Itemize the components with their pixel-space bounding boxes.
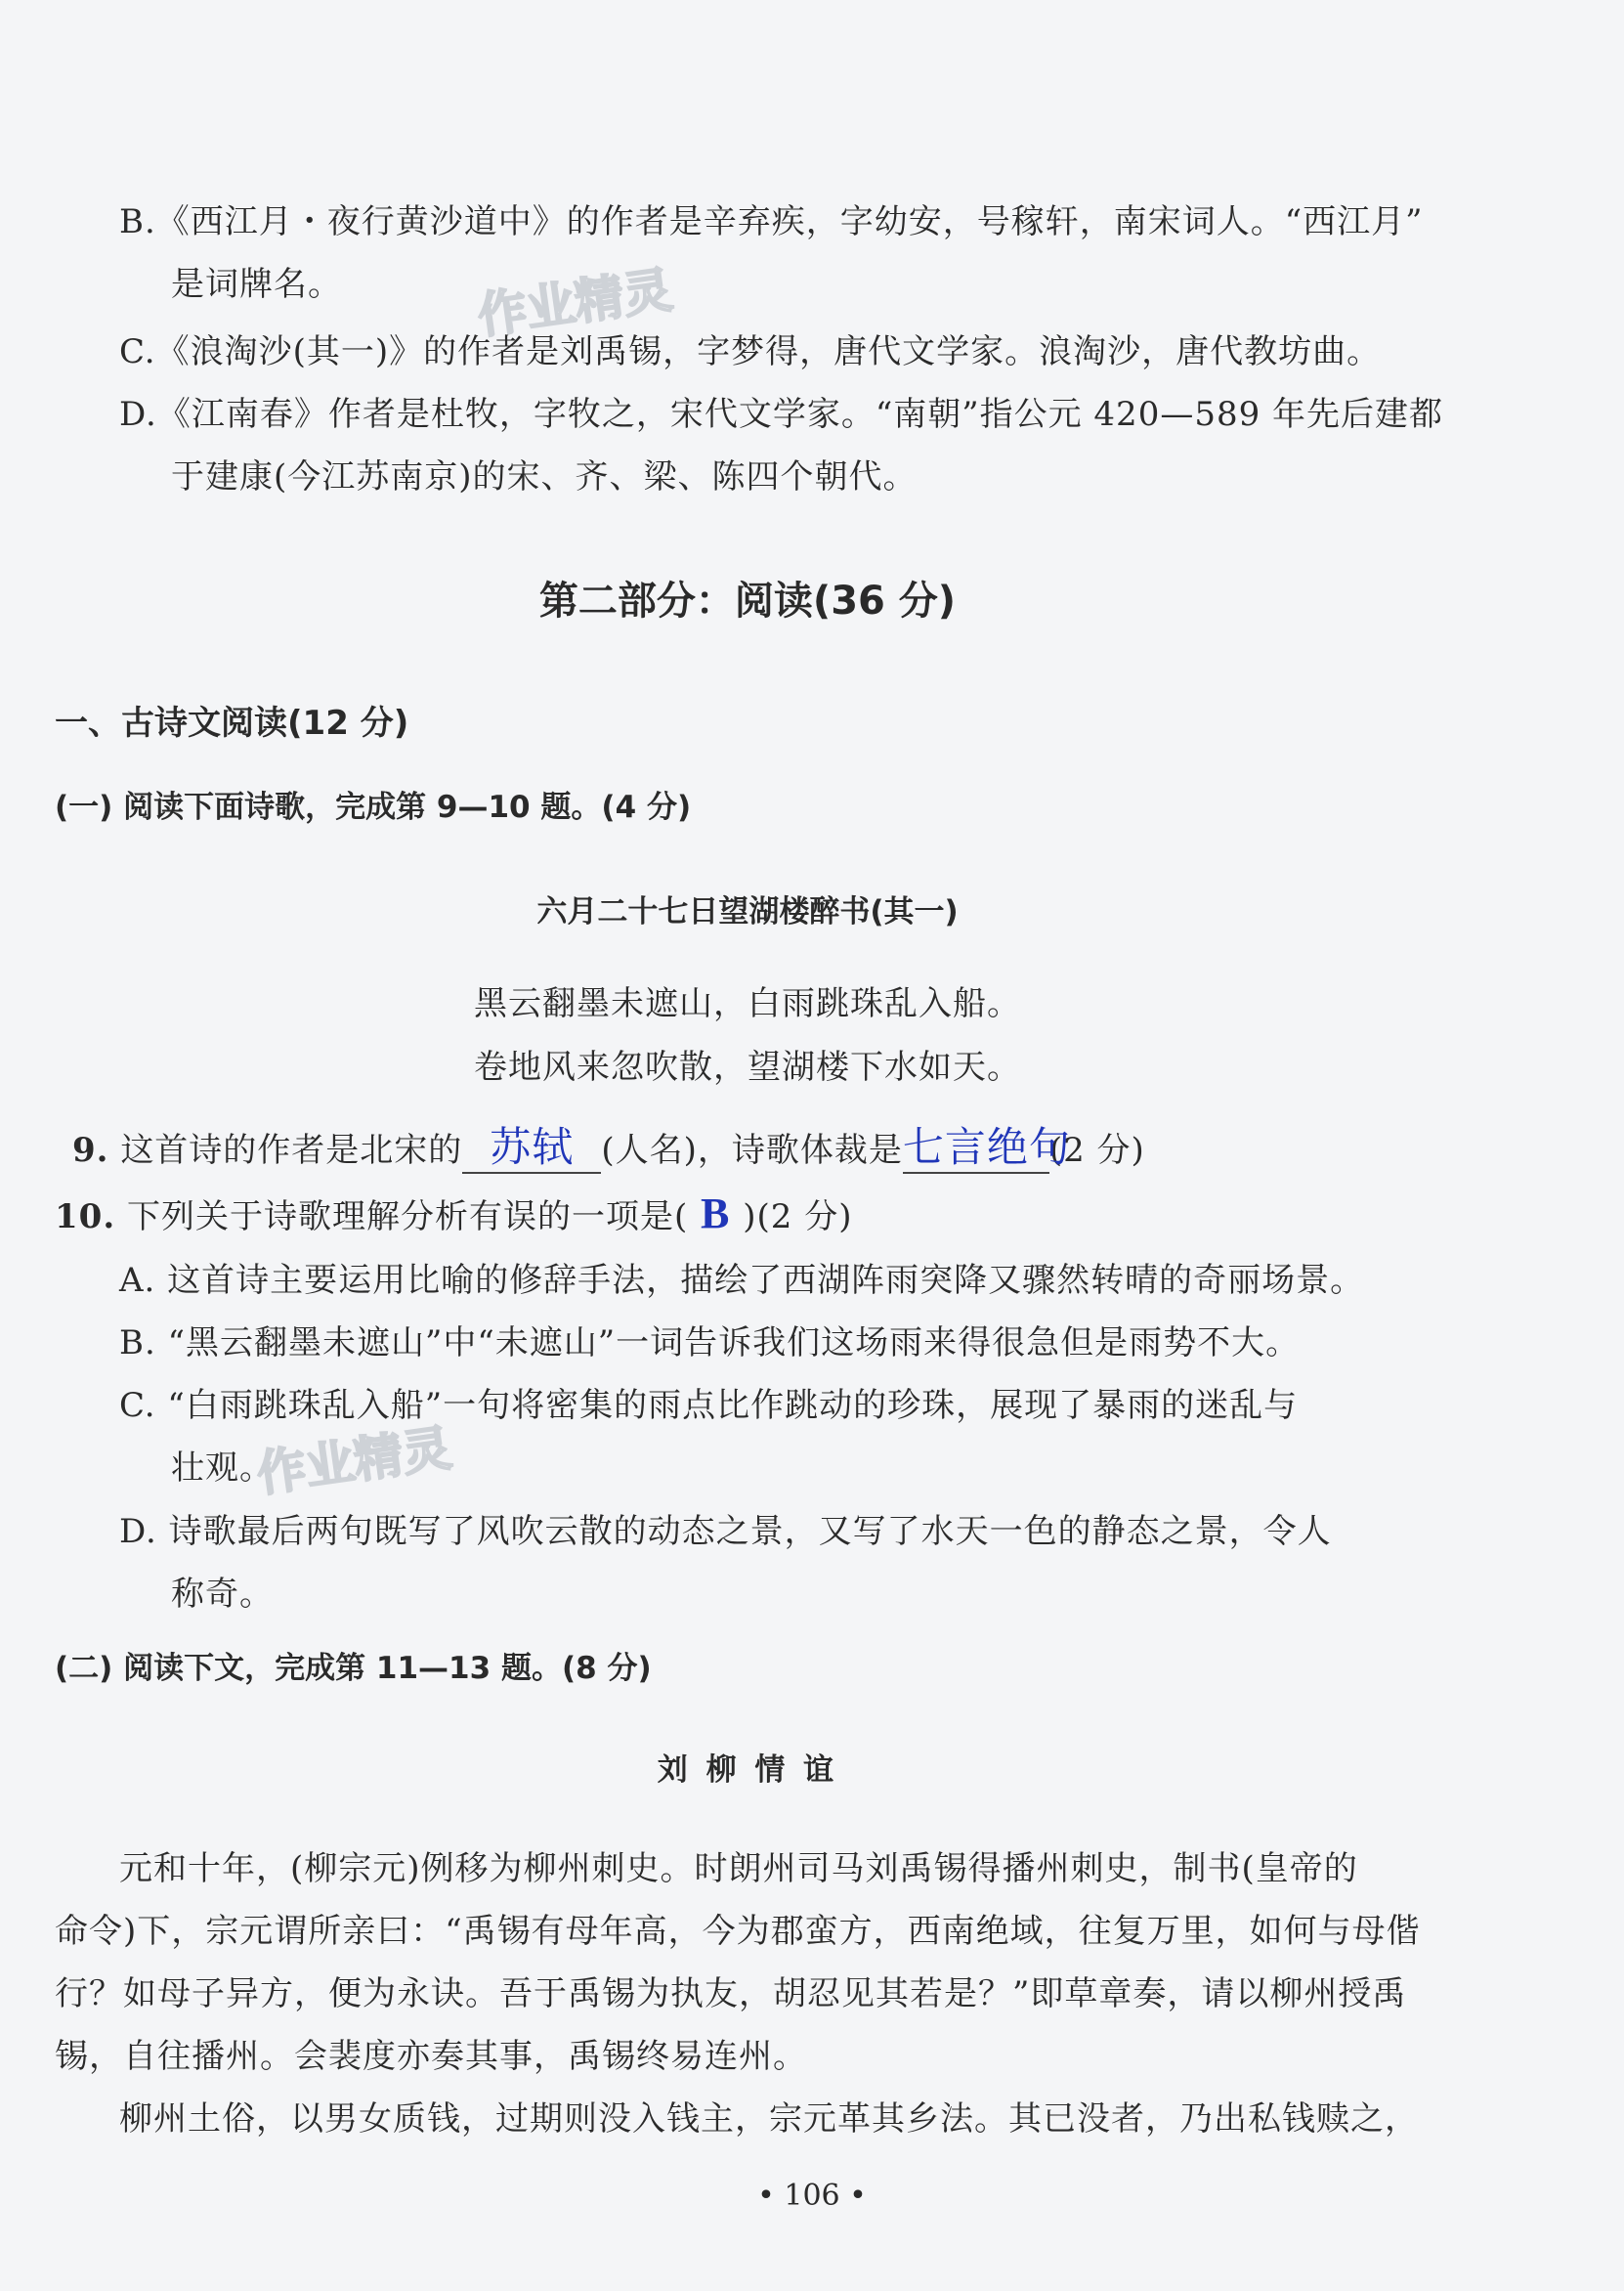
passage-title: 刘 柳 情 谊 xyxy=(657,1752,838,1788)
subsection-title-2: (二) 阅读下文，完成第 11—13 题。(8 分) xyxy=(55,1651,652,1686)
q10-option-d-line1: D. 诗歌最后两句既写了风吹云散的动态之景，又写了水天一色的静态之景，令人 xyxy=(119,1512,1332,1551)
q10-option-b: B. “黑云翻墨未遮山”中“未遮山”一词告诉我们这场雨来得很急但是雨势不大。 xyxy=(119,1323,1301,1362)
passage-p2-line1: 柳州土俗，以男女质钱，过期则没入钱主，宗元革其乡法。其已没者，乃出私钱赎之， xyxy=(119,2099,1419,2139)
question-9-text-b: (人名)，诗歌体裁是 xyxy=(601,1131,903,1170)
watermark-logo: 作业精灵 xyxy=(253,1419,455,1503)
passage-p1-line3: 行？如母子异方，便为永诀。吾于禹锡为执友，胡忍见其若是？”即草章奏，请以柳州授禹 xyxy=(55,1974,1407,2013)
option-c: C.《浪淘沙(其一)》的作者是刘禹锡，字梦得，唐代文学家。浪淘沙，唐代教坊曲。 xyxy=(119,332,1382,371)
q10-option-a: A. 这首诗主要运用比喻的修辞手法，描绘了西湖阵雨突降又骤然转晴的奇丽场景。 xyxy=(119,1261,1365,1300)
question-9-text-c: (2 分) xyxy=(1048,1131,1145,1170)
handwritten-choice-answer: B xyxy=(701,1189,731,1237)
question-10 xyxy=(55,1189,853,1238)
poem-title: 六月二十七日望湖楼醉书(其一) xyxy=(536,894,959,929)
question-10-number: 10. xyxy=(55,1197,116,1236)
option-d-line1: D.《江南春》作者是杜牧，字牧之，宋代文学家。“南朝”指公元 420—589 年先后建都 xyxy=(119,395,1444,434)
answer-blank-genre[interactable] xyxy=(902,1124,1071,1174)
poem-line-2: 卷地风来忽吹散，望湖楼下水如天。 xyxy=(474,1048,1021,1087)
answer-blank-author[interactable] xyxy=(462,1124,601,1174)
option-b-line1: B.《西江月・夜行黄沙道中》的作者是辛弃疾，字幼安，号稼轩，南宋词人。“西江月” xyxy=(119,202,1424,241)
poem-line-1: 黑云翻墨未遮山，白雨跳珠乱入船。 xyxy=(474,984,1021,1023)
question-9-number: 9. xyxy=(72,1131,109,1170)
question-9 xyxy=(72,1124,1145,1174)
option-d-line2: 于建康(今江苏南京)的宋、齐、梁、陈四个朝代。 xyxy=(171,457,918,497)
q10-option-d-line2: 称奇。 xyxy=(171,1575,274,1614)
q10-option-c-line2: 壮观。 xyxy=(171,1448,274,1488)
option-b-line2: 是词牌名。 xyxy=(171,265,342,304)
watermark-logo: 作业精灵 xyxy=(474,261,676,345)
passage-p1-line2: 命令)下，宗元谓所亲曰：“禹锡有母年高，今为郡蛮方，西南绝域，往复万里，如何与母偕 xyxy=(55,1912,1421,1951)
question-9-text-a: 这首诗的作者是北宋的 xyxy=(120,1131,463,1170)
part-title: 第二部分：阅读(36 分) xyxy=(538,579,957,624)
question-10-text-b: )(2 分) xyxy=(743,1197,853,1236)
passage-p1-line4: 锡，自往播州。会裴度亦奏其事，禹锡终易连州。 xyxy=(55,2037,807,2076)
handwritten-author-answer: 苏轼 xyxy=(490,1124,575,1170)
question-10-text-a: 下列关于诗歌理解分析有误的一项是( xyxy=(126,1197,689,1236)
passage-p1-line1: 元和十年，(柳宗元)例移为柳州刺史。时朗州司马刘禹锡得播州刺史，制书(皇帝的 xyxy=(119,1849,1358,1888)
handwritten-genre-answer: 七言绝句 xyxy=(902,1124,1071,1170)
q10-option-c-line1: C. “白雨跳珠乱入船”一句将密集的雨点比作跳动的珍珠，展现了暴雨的迷乱与 xyxy=(119,1386,1299,1425)
subsection-title-1: (一) 阅读下面诗歌，完成第 9—10 题。(4 分) xyxy=(55,790,692,825)
section-title: 一、古诗文阅读(12 分) xyxy=(55,704,409,743)
page-number: • 106 • xyxy=(757,2179,867,2213)
